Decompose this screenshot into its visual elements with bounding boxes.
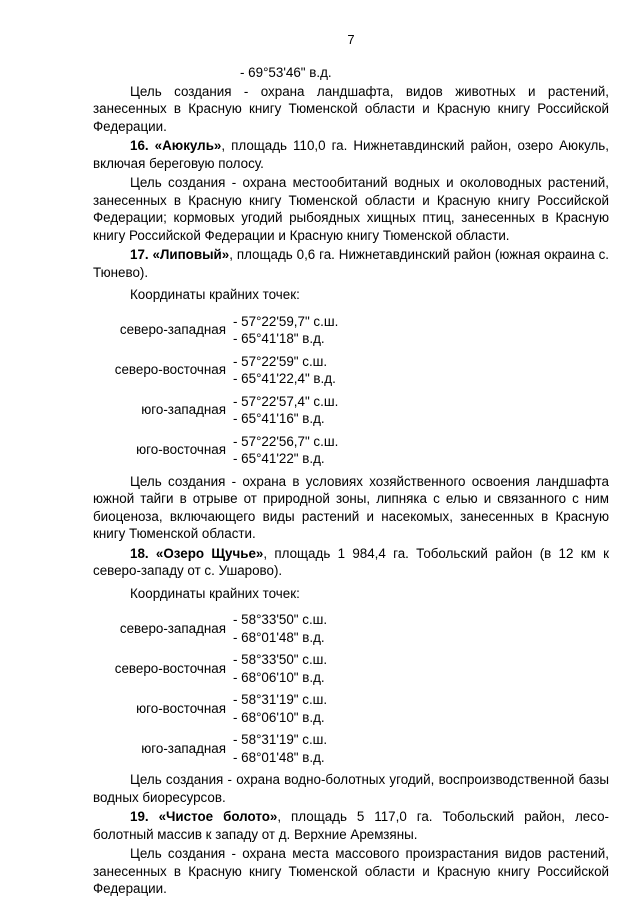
coord-longitude: - 68°06'10" в.д. bbox=[233, 709, 325, 725]
item-19-purpose: Цель создания - охрана места массового произрастания видов растений, занесенных в Красную книгу Тюменской области и Красную книгу Российской Федерации. bbox=[93, 846, 609, 896]
coord-longitude: - 68°06'10" в.д. bbox=[233, 669, 325, 685]
coord-latitude: - 57°22'59" с.ш. bbox=[233, 353, 328, 369]
item-17-heading bbox=[93, 246, 609, 281]
coord-direction: юго-западная bbox=[141, 740, 226, 756]
coord-direction: северо-западная bbox=[119, 322, 226, 338]
coord-direction: северо-западная bbox=[119, 620, 226, 636]
item-16-number: 16. bbox=[130, 138, 149, 153]
item-16-name: «Аюкуль» bbox=[154, 138, 222, 153]
item-18-name: «Озеро Щучье» bbox=[155, 545, 264, 561]
coord-longitude: - 65°41'22,4" в.д. bbox=[233, 371, 336, 386]
item-17-description: , площадь 0,6 га. Нижнетавдинский район (южная окраина с. Тюнево). bbox=[93, 247, 609, 280]
item-19-number: 19. bbox=[130, 809, 149, 824]
item-18-number: 18. bbox=[130, 545, 149, 561]
coord-latitude: - 57°22'59,7" с.ш. bbox=[233, 313, 339, 329]
coord-latitude: - 57°22'57,4" с.ш. bbox=[233, 393, 339, 409]
item-19-name: «Чистое болото» bbox=[158, 809, 278, 824]
page-number: 7 bbox=[347, 32, 355, 47]
item-17-coords-label: Координаты крайних точек: bbox=[130, 287, 300, 302]
item-18-coords-label: Координаты крайних точек: bbox=[130, 585, 300, 601]
coord-row bbox=[93, 393, 609, 428]
document-body bbox=[93, 64, 609, 898]
coord-longitude: - 68°01'48" в.д. bbox=[233, 629, 325, 645]
item-16-heading bbox=[93, 137, 609, 172]
item-19-description: , площадь 5 117,0 га. Тобольский район, лесо-болотный массив к западу от д. Верхние Аремзяны. bbox=[93, 809, 609, 842]
coord-direction: северо-восточная bbox=[114, 362, 226, 378]
coord-latitude: - 57°22'56,7" с.ш. bbox=[233, 433, 339, 449]
coord-row bbox=[93, 611, 609, 646]
coord-latitude: - 58°33'50" с.ш. bbox=[233, 612, 328, 627]
coord-longitude: - 65°41'22" в.д. bbox=[233, 451, 325, 466]
item-18-purpose: Цель создания - охрана водно-болотных угодий, воспроизводственной базы водных биоресурсов. bbox=[93, 772, 609, 805]
item-17-purpose: Цель создания - охрана в условиях хозяйственного освоения ландшафта южной тайги в отрыве от природной зоны, липняка с елью и связанного с ним биоценоза, включающего виды растений и насекомых, занесенных в Красную книгу Тюменской области. bbox=[93, 473, 609, 541]
coord-row bbox=[93, 691, 609, 726]
coord-latitude: - 58°31'19" с.ш. bbox=[233, 692, 328, 707]
item-18-heading bbox=[93, 545, 609, 580]
coord-latitude: - 58°31'19" с.ш. bbox=[233, 732, 328, 747]
coord-direction: юго-восточная bbox=[136, 700, 226, 716]
coord-direction: юго-восточная bbox=[136, 442, 226, 458]
intro-purpose-paragraph: Цель создания - охрана ландшафта, видов животных и растений, занесенных в Красную книгу Тюменской области и Красную книгу Российской Федерации. bbox=[93, 83, 609, 134]
item-17-name: «Липовый» bbox=[152, 247, 230, 262]
coord-longitude: - 68°01'48" в.д. bbox=[233, 749, 325, 765]
coord-longitude: - 65°41'16" в.д. bbox=[233, 411, 325, 426]
coord-direction: северо-восточная bbox=[114, 660, 226, 676]
coord-row bbox=[93, 651, 609, 686]
coord-row bbox=[93, 313, 609, 348]
item-17-number: 17. bbox=[130, 247, 149, 262]
coord-row bbox=[93, 731, 609, 766]
coord-latitude: - 58°33'50" с.ш. bbox=[233, 652, 328, 667]
item-16-purpose: Цель создания - охрана местообитаний водных и околоводных растений, занесенных в Красную книгу Тюменской области и Красную книгу Российской Федерации; кормовых угодий рыбоядных хищных птиц, занесенных в Красную книгу Российской Федерации и Красную книгу Тюменской области. bbox=[93, 175, 609, 243]
coord-direction: юго-западная bbox=[141, 402, 226, 418]
item-18-description: , площадь 1 984,4 га. Тобольский район (в 12 км к северо-западу от с. Ушарово). bbox=[93, 545, 609, 578]
item-16-description: , площадь 110,0 га. Нижнетавдинский район, озеро Аюкуль, включая береговую полосу. bbox=[93, 138, 609, 171]
coord-longitude: - 65°41'18" в.д. bbox=[233, 331, 325, 346]
coord-row bbox=[93, 353, 609, 388]
top-coordinate: - 69°53'46" в.д. bbox=[240, 65, 332, 80]
coord-row bbox=[93, 433, 609, 468]
item-19-heading bbox=[93, 808, 609, 843]
